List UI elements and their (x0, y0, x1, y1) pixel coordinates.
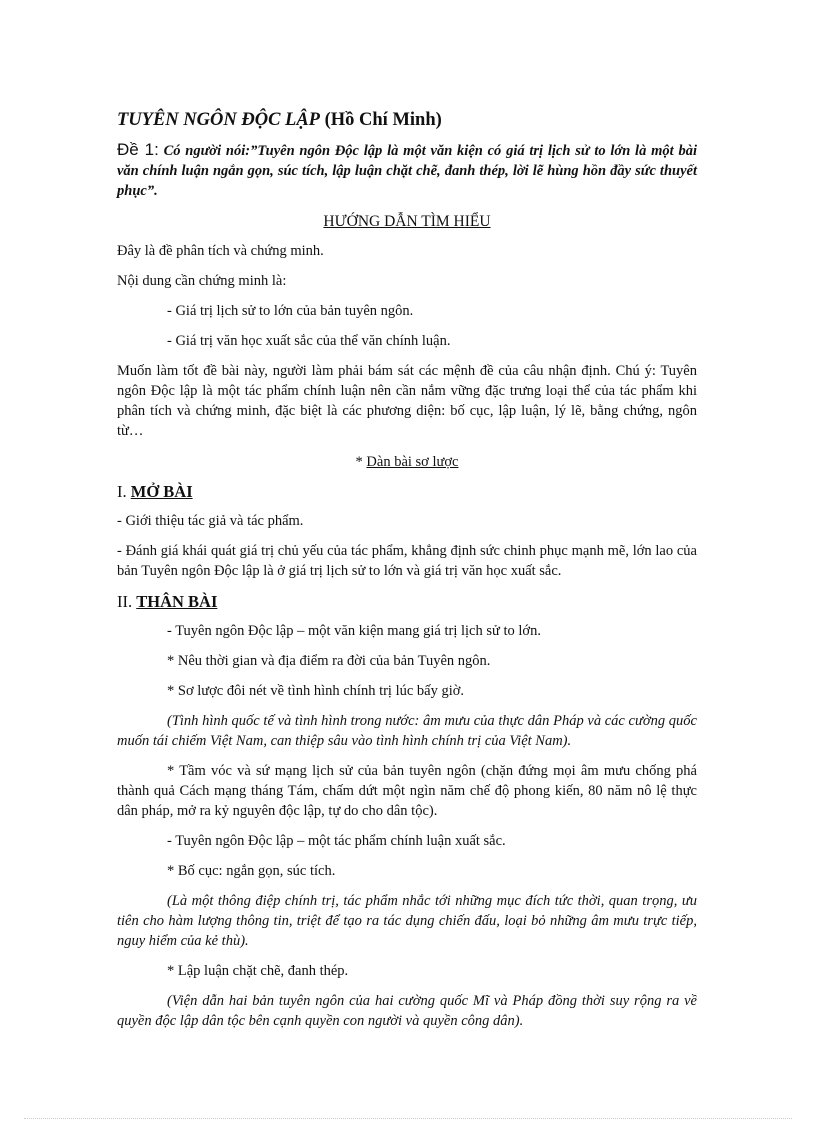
document-page (117, 108, 697, 1041)
section-1-item-1: - Giới thiệu tác giả và tác phẩm. (117, 513, 304, 529)
guide-heading (117, 211, 697, 233)
section-1-title: MỞ BÀI (130, 482, 193, 501)
section-1-heading (117, 481, 697, 503)
section-2-point-2b-note: (Viện dẫn hai bản tuyên ngôn của hai cường quốc Mĩ và Pháp đồng thời suy rộng ra về quyền độc lập dân tộc bên cạnh quyền con người và quyền công dân). (117, 993, 697, 1029)
title-main: TUYÊN NGÔN ĐỘC LẬP (117, 110, 320, 130)
section-2-point-1: - Tuyên ngôn Độc lập – một văn kiện mang giá trị lịch sử to lớn. (167, 623, 541, 639)
title-author: (Hồ Chí Minh) (324, 110, 442, 130)
section-2-point-2a: * Bố cục: ngắn gọn, súc tích. (167, 863, 336, 879)
section-2-title: THÂN BÀI (136, 592, 218, 611)
topic-text: Có người nói:”Tuyên ngôn Độc lập là một văn kiện có giá trị lịch sử to lớn là một bài văn chính luận ngắn gọn, súc tích, lập luận chặt chẽ, đanh thép, lời lẽ hùng hồn đầy sức thuyết phục”. (117, 143, 697, 199)
section-2-number: II. (117, 592, 137, 611)
topic-label: Đề 1: (117, 140, 159, 159)
document-title (117, 108, 697, 132)
proof-point-1: - Giá trị lịch sử to lớn của bản tuyên ngôn. (167, 303, 414, 319)
section-2-point-2: - Tuyên ngôn Độc lập – một tác phẩm chính luận xuất sắc. (167, 833, 506, 849)
outline-star: * (355, 454, 367, 470)
intro-line-2: Nội dung cần chứng minh là: (117, 273, 287, 289)
section-2-point-1c: * Tầm vóc và sứ mạng lịch sử của bản tuyên ngôn (chặn đứng mọi âm mưu chống phá thành quả Cách mạng tháng Tám, chấm dứt một ngìn năm chế độ phong kiến, 80 năm nô lệ thực dân pháp, mở ra kỷ nguyên độc lập, tự do cho dân tộc). (117, 763, 697, 819)
outline-heading (117, 451, 697, 473)
section-1-item-2: - Đánh giá khái quát giá trị chủ yếu của tác phẩm, khẳng định sức chinh phục mạnh mẽ, lớn lao của bản Tuyên ngôn Độc lập là ở giá trị lịch sử to lớn và giá trị văn học xuất sắc. (117, 543, 697, 579)
guide-heading-text: HƯỚNG DẪN TÌM HIỂU (323, 213, 491, 230)
section-2-point-1b: * Sơ lược đôi nét về tình hình chính trị lúc bấy giờ. (167, 683, 465, 699)
section-2-point-2b: * Lập luận chặt chẽ, đanh thép. (167, 963, 349, 979)
section-2-point-1b-note: (Tình hình quốc tế và tình hình trong nước: âm mưu của thực dân Pháp và các cường quốc muốn tái chiếm Việt Nam, can thiệp sâu vào tình hình chính trị của Việt Nam). (117, 713, 697, 749)
section-1-number: I. (117, 482, 131, 501)
section-2-point-2a-note: (Là một thông điệp chính trị, tác phẩm nhắc tới những mục đích tức thời, quan trọng, ưu tiên cho hàm lượng thông tin, triệt để tạo ra tác dụng chiến đấu, loại bỏ những âm mưu trực tiếp, nguy hiểm của kẻ thù). (117, 893, 697, 949)
page-bottom-divider (24, 1118, 792, 1119)
intro-line-1: Đây là đề phân tích và chứng minh. (117, 243, 324, 259)
section-2-point-1a: * Nêu thời gian và địa điểm ra đời của bản Tuyên ngôn. (167, 653, 491, 669)
advice-paragraph: Muốn làm tốt đề bài này, người làm phải bám sát các mệnh đề của câu nhận định. Chú ý: Tuyên ngôn Độc lập là một tác phẩm chính luận nên cần nắm vững đặc trưng loại thể của tác phẩm khi phân tích và chứng minh, đặc biệt là các phương diện: bố cục, lập luận, lý lẽ, bằng chứng, ngôn từ… (117, 363, 697, 439)
topic-statement (117, 140, 697, 201)
outline-heading-text: Dàn bài sơ lược (366, 454, 459, 470)
proof-point-2: - Giá trị văn học xuất sắc của thể văn chính luận. (167, 333, 451, 349)
section-2-heading (117, 591, 697, 613)
